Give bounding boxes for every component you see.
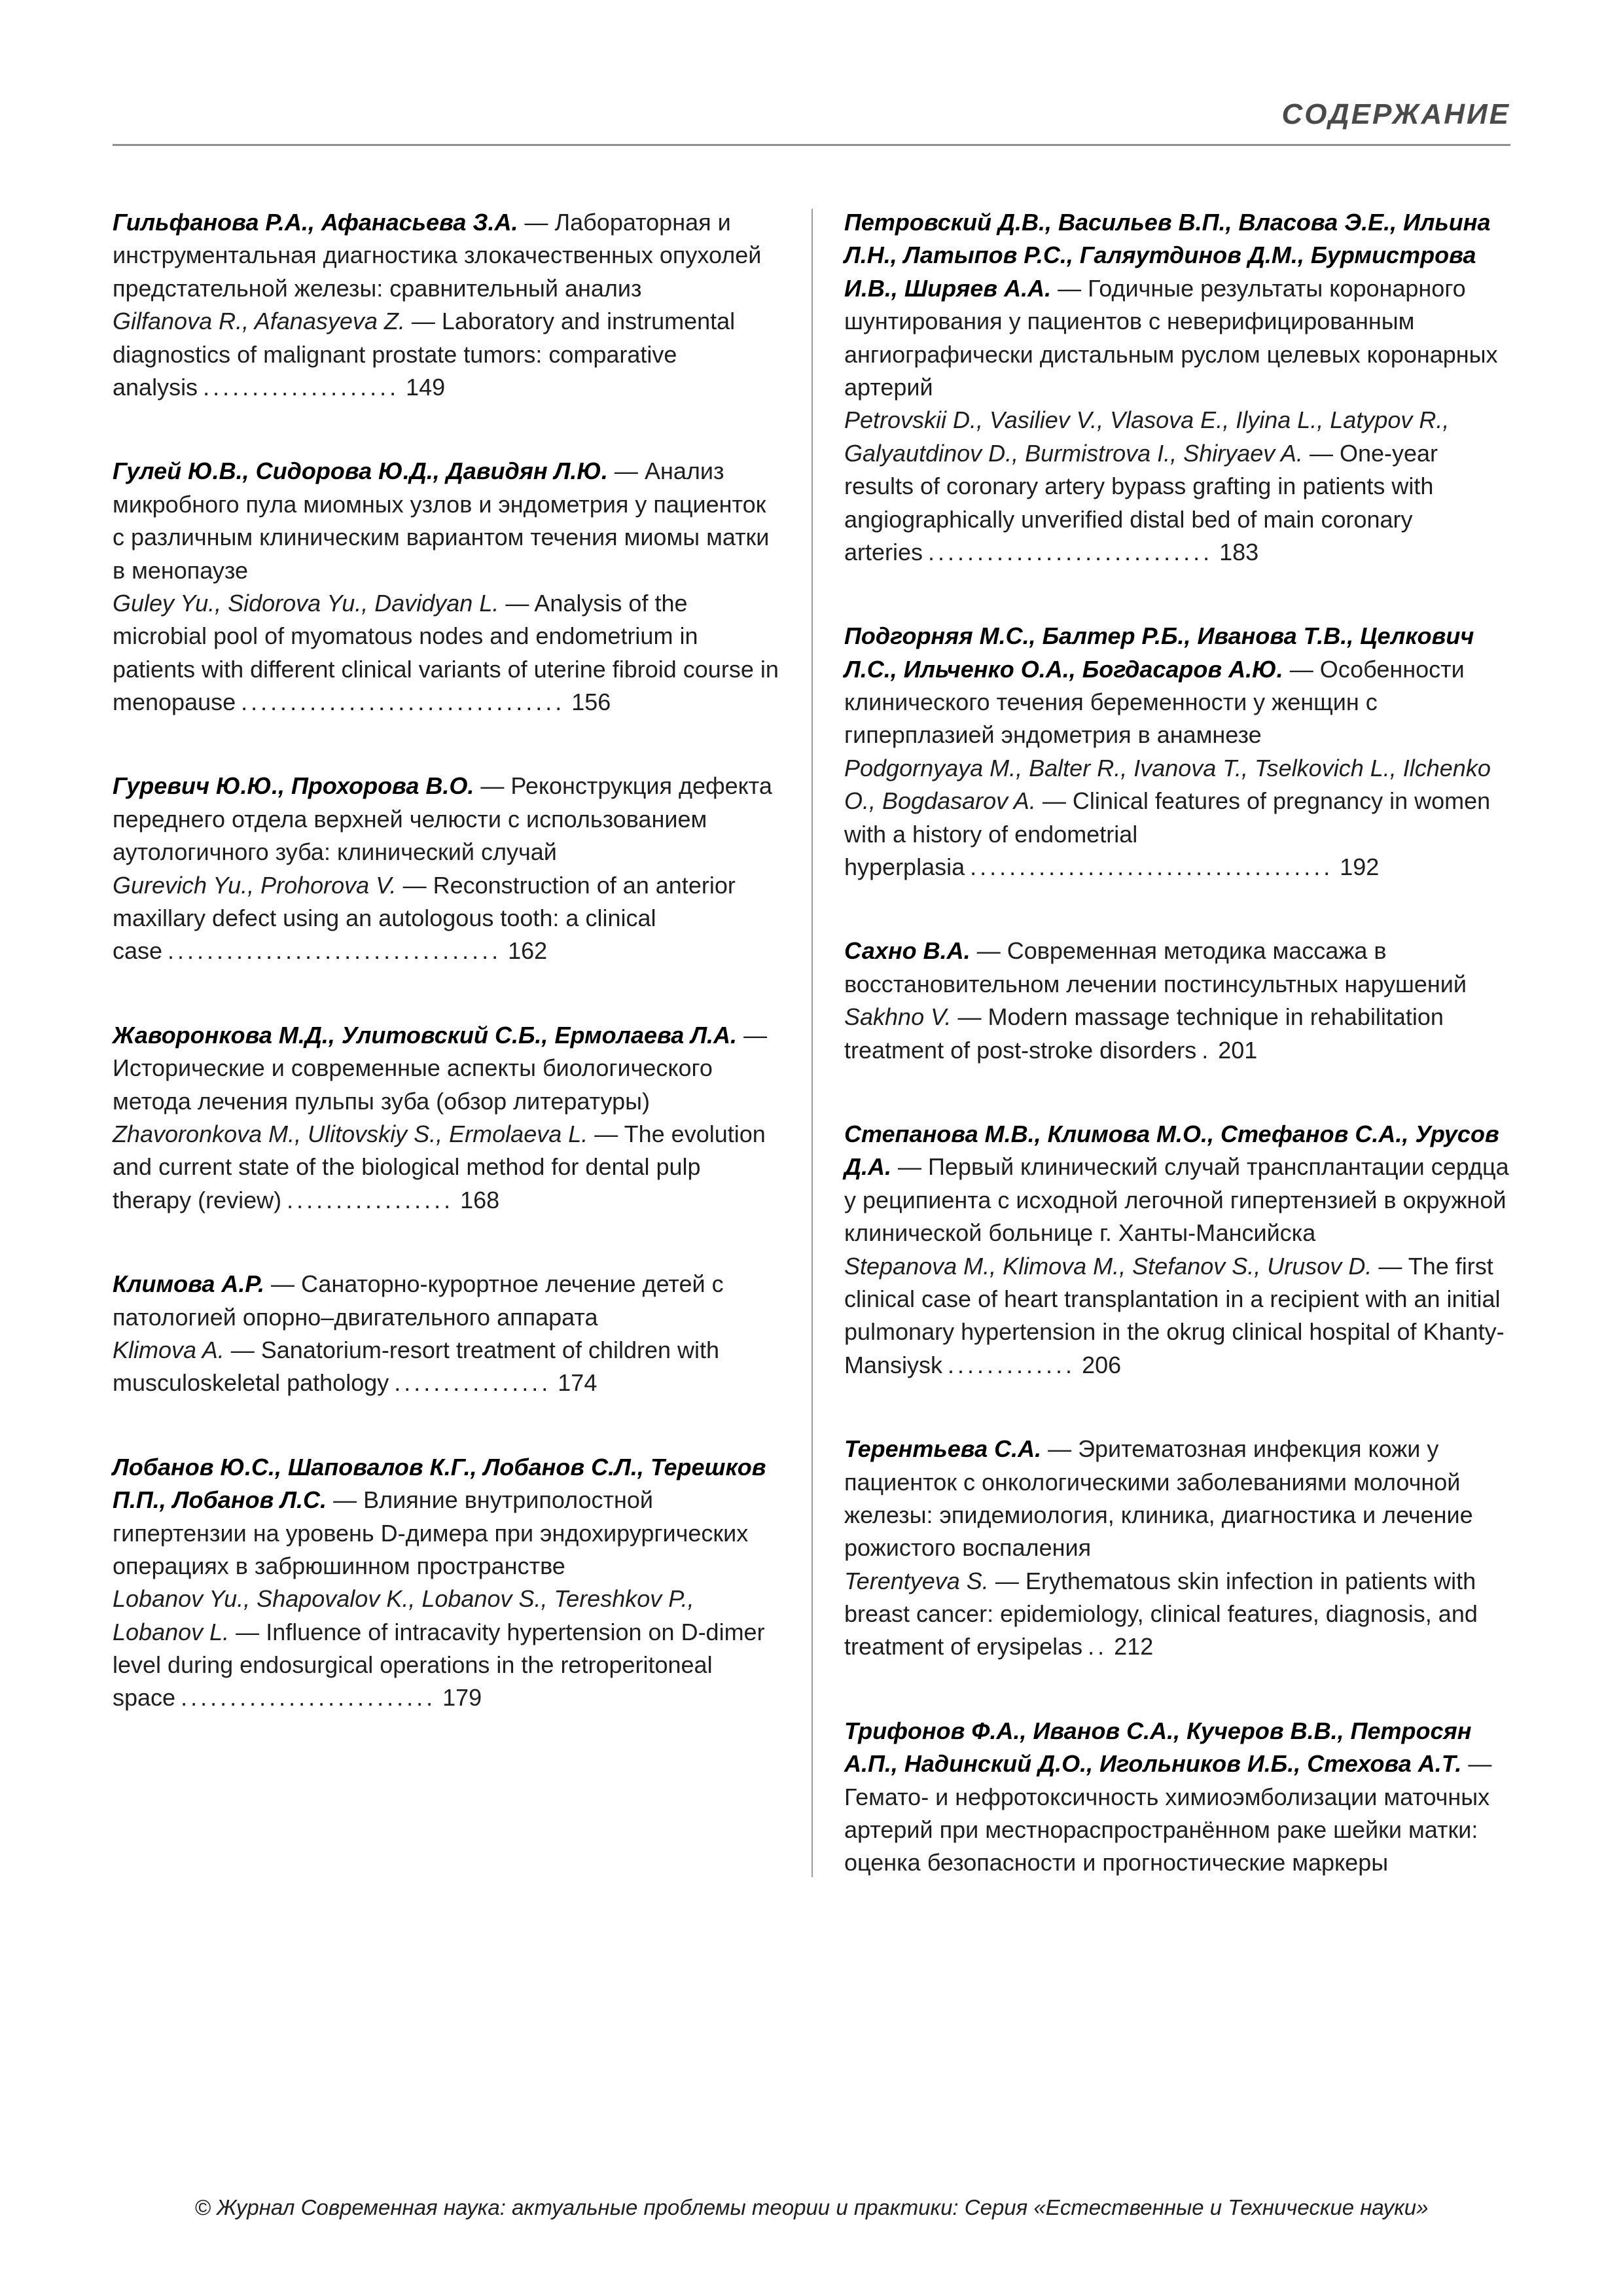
em-dash: — [1468,1750,1492,1778]
entry-title-ru: Годичные результаты коронарного шунтирования у пациентов с неверифицированным ангиографически дистальным руслом целевых коронарных артерий [844,274,1498,401]
leader-dots: ................................. [241,689,565,716]
entry-authors-en: Sakhno V. [844,1003,952,1031]
page-number: 162 [508,937,548,965]
entry-authors-ru: Сахно В.А. [844,937,971,965]
entry-russian [844,1433,1510,1565]
toc-entry [113,206,779,404]
em-dash: — [236,1618,260,1645]
em-dash: — [1042,787,1066,815]
entry-authors-ru: Гильфанова Р.А., Афанасьева З.А. [113,209,518,236]
entry-title-en: Clinical features of pregnancy in women with a history of endometrial hyperplasia [844,787,1491,881]
entry-title-en: One-year results of coronary artery bypass grafting in patients with angiographically unverified distal bed of main coronary arteries [844,439,1438,565]
entry-russian [113,455,779,587]
entry-authors-en: Lobanov Yu., Shapovalov K., Lobanov S., Tereshkov P., Lobanov L. [113,1585,694,1645]
entry-authors-en: Klimova A. [113,1336,224,1363]
entry-authors-en: Stepanova M., Klimova M., Stefanov S., Urusov D. [844,1252,1372,1280]
em-dash: — [995,1567,1019,1594]
page-footer: © Журнал Современная наука: актуальные проблемы теории и практики: Серия «Естественные и Технические науки» [194,2195,1429,2219]
entry-english [844,1250,1510,1382]
leader-dots: ............. [948,1351,1076,1378]
entry-title-ru: Первый клинический случай трансплантации сердца у реципиента с исходной легочной гипертензией в окружной клинической больнице г. Ханты-Мансийска [844,1153,1509,1247]
entry-russian [844,935,1510,1001]
entry-russian [844,206,1510,404]
leader-dots: .......................... [181,1684,437,1712]
toc-column-left [113,206,779,1880]
entry-title-en: The evolution and current state of the biological method for dental pulp therapy (review) [113,1120,766,1213]
entry-authors-ru: Лобанов Ю.С., Шаповалов К.Г., Лобанов С.Л., Терешков П.П., Лобанов Л.С. [113,1453,766,1514]
entry-english [844,752,1510,884]
entry-english [113,1583,779,1715]
em-dash: — [333,1486,357,1514]
entry-title-en: Laboratory and instrumental diagnostics of malignant prostate tumors: comparative analysis [113,308,736,401]
entry-authors-en: Terentyeva S. [844,1567,989,1594]
entry-title-en: Sanatorium-resort treatment of children with musculoskeletal pathology [113,1336,720,1397]
entry-russian [844,1118,1510,1250]
column-divider [812,209,813,1877]
em-dash: — [411,308,435,335]
toc-entry [844,1433,1510,1664]
entry-title-ru: Гемато- и нефротоксичность химиоэмболизации маточных артерий при местнораспространённом раке шейки матки: оценка безопасности и прогностические маркеры [844,1783,1490,1876]
leader-dots: ................ [394,1369,552,1397]
entry-english [113,305,779,404]
em-dash: — [1309,439,1333,467]
entry-authors-en: Guley Yu., Sidorova Yu., Davidyan L. [113,589,499,617]
em-dash: — [614,457,638,485]
leader-dots: .................................. [168,937,502,965]
leader-dots: .. [1088,1633,1108,1660]
leader-dots: ..................................... [970,853,1334,881]
em-dash: — [1378,1252,1402,1280]
entry-authors-ru: Жаворонкова М.Д., Улитовский С.Б., Ермолаева Л.А. [113,1021,738,1049]
entry-title-en: Analysis of the microbial pool of myomatous nodes and endometrium in patients with different clinical variants of uterine fibroid course in menopause [113,589,779,716]
entry-english [113,587,779,719]
entry-authors-en: Gilfanova R., Afanasyeva Z. [113,308,405,335]
entry-english [113,1334,779,1400]
toc-entry [844,935,1510,1067]
entry-authors-ru: Трифонов Ф.А., Иванов С.А., Кучеров В.В., Петросян А.П., Надинский Д.О., Игольников И.Б., Стехова А.Т. [844,1717,1472,1778]
entry-authors-en: Zhavoronkova M., Ulitovskiy S., Ermolaeva L. [113,1120,588,1147]
page-number: 212 [1114,1633,1154,1660]
page-number: 168 [460,1186,500,1213]
em-dash: — [480,772,505,800]
em-dash: — [898,1153,922,1181]
entry-authors-ru: Гуревич Ю.Ю., Прохорова В.О. [113,772,474,800]
toc-columns [113,206,1510,1880]
em-dash: — [957,1003,982,1031]
toc-entry [113,1268,779,1400]
entry-english [844,404,1510,569]
entry-authors-en: Petrovskii D., Vasiliev V., Vlasova E., Ilyina L., Latypov R., Galyautdinov D., Burmistrova I., Shiryaev A. [844,406,1450,467]
leader-dots: ............................. [928,538,1213,565]
entry-title-ru: Особенности клинического течения беременности у женщин с гиперплазией эндометрия в анамнезе [844,655,1465,749]
page-number: 192 [1340,853,1380,881]
entry-title-ru: Исторические и современные аспекты биологического метода лечения пульпы зуба (обзор литературы) [113,1054,713,1115]
em-dash: — [505,589,529,617]
entry-russian [844,620,1510,752]
em-dash: — [1048,1435,1072,1463]
toc-entry [113,1451,779,1715]
toc-entry [113,455,779,719]
entry-title-en: Influence of intracavity hypertension on D-dimer level during endosurgical operations in the retroperitoneal space [113,1618,765,1712]
page-number: 183 [1219,538,1259,565]
entry-authors-ru: Терентьева С.А. [844,1435,1042,1463]
em-dash: — [524,209,548,236]
page-number: 149 [406,373,446,401]
toc-entry [844,620,1510,884]
page-number: 201 [1218,1036,1258,1064]
toc-entry [844,1118,1510,1382]
entry-title-en: Erythematous skin infection in patients with breast cancer: epidemiology, clinical features, diagnosis, and treatment of erysipelas [844,1567,1478,1660]
em-dash: — [594,1120,618,1147]
entry-russian [844,1715,1510,1880]
entry-authors-ru: Петровский Д.В., Васильев В.П., Власова Э.Е., Ильина Л.Н., Латыпов Р.С., Галяутдинов Д.М., Бурмистрова И.В., Ширяев А.А. [844,209,1491,302]
entry-title-en: Reconstruction of an anterior maxillary defect using an autologous tooth: a clinical case [113,871,736,965]
em-dash: — [1289,655,1313,683]
page-number: 156 [571,689,611,716]
entry-title-ru: Лабораторная и инструментальная диагностика злокачественных опухолей предстательной железы: сравнительный анализ [113,209,762,302]
leader-dots: .................... [203,373,400,401]
entry-russian [113,206,779,305]
page-number: 206 [1082,1351,1122,1378]
page-header [113,98,1510,146]
leader-dots: . [1202,1036,1212,1064]
entry-russian [113,770,779,869]
entry-authors-ru: Подгорняя М.С., Балтер Р.Б., Иванова Т.В., Целкович Л.С., Ильченко О.А., Богдасаров А.Ю. [844,622,1474,683]
entry-title-ru: Реконструкция дефекта переднего отдела верхней челюсти с использованием аутологичного зуба: клинический случай [113,772,772,866]
entry-english [113,869,779,968]
entry-title-ru: Анализ микробного пула миомных узлов и эндометрия у пациенток с различным клиническим вариантом течения миомы матки в менопаузе [113,457,770,584]
leader-dots: ................. [287,1186,454,1213]
em-dash: — [1058,274,1082,302]
page-title: СОДЕРЖАНИЕ [1281,98,1510,130]
entry-authors-en: Gurevich Yu., Prohorova V. [113,871,397,899]
entry-title-ru: Санаторно-курортное лечение детей с патологией опорно–двигательного аппарата [113,1270,724,1331]
entry-english [844,1001,1510,1067]
em-dash: — [402,871,427,899]
entry-english [113,1118,779,1217]
header-rule [113,144,1510,146]
em-dash: — [230,1336,255,1363]
entry-title-ru: Влияние внутриполостной гипертензии на уровень D-димера при эндохирургических операциях в забрюшинном пространстве [113,1486,749,1579]
toc-entry [113,1019,779,1217]
entry-authors-ru: Климова А.Р. [113,1270,264,1298]
entry-authors-en: Podgornyaya M., Balter R., Ivanova T., Tselkovich L., Ilchenko O., Bogdasarov A. [844,754,1491,815]
em-dash: — [743,1021,768,1049]
entry-english [844,1565,1510,1664]
entry-authors-ru: Гулей Ю.В., Сидорова Ю.Д., Давидян Л.Ю. [113,457,608,485]
entry-authors-ru: Степанова М.В., Климова М.О., Стефанов С.А., Урусов Д.А. [844,1120,1499,1181]
toc-entry [113,770,779,967]
toc-entry [844,1715,1510,1880]
entry-russian [113,1019,779,1118]
entry-title-ru: Эритематозная инфекция кожи у пациенток с онкологическими заболеваниями молочной железы: эпидемиология, клиника, диагностика и лечение рожистого воспаления [844,1435,1473,1562]
em-dash: — [976,937,1001,965]
toc-entry [844,206,1510,569]
entry-russian [113,1268,779,1334]
page-number: 179 [442,1684,482,1712]
em-dash: — [270,1270,294,1298]
entry-title-en: Modern massage technique in rehabilitation treatment of post-stroke disorders [844,1003,1444,1064]
entry-title-ru: Современная методика массажа в восстановительном лечении постинсультных нарушений [844,937,1467,997]
entry-title-en: The first clinical case of heart transplantation in a recipient with an initial pulmonary hypertension in the okrug clinical hospital of Khanty-Mansiysk [844,1252,1505,1378]
page-number: 174 [558,1369,597,1397]
entry-russian [113,1451,779,1583]
toc-column-right [844,206,1510,1880]
